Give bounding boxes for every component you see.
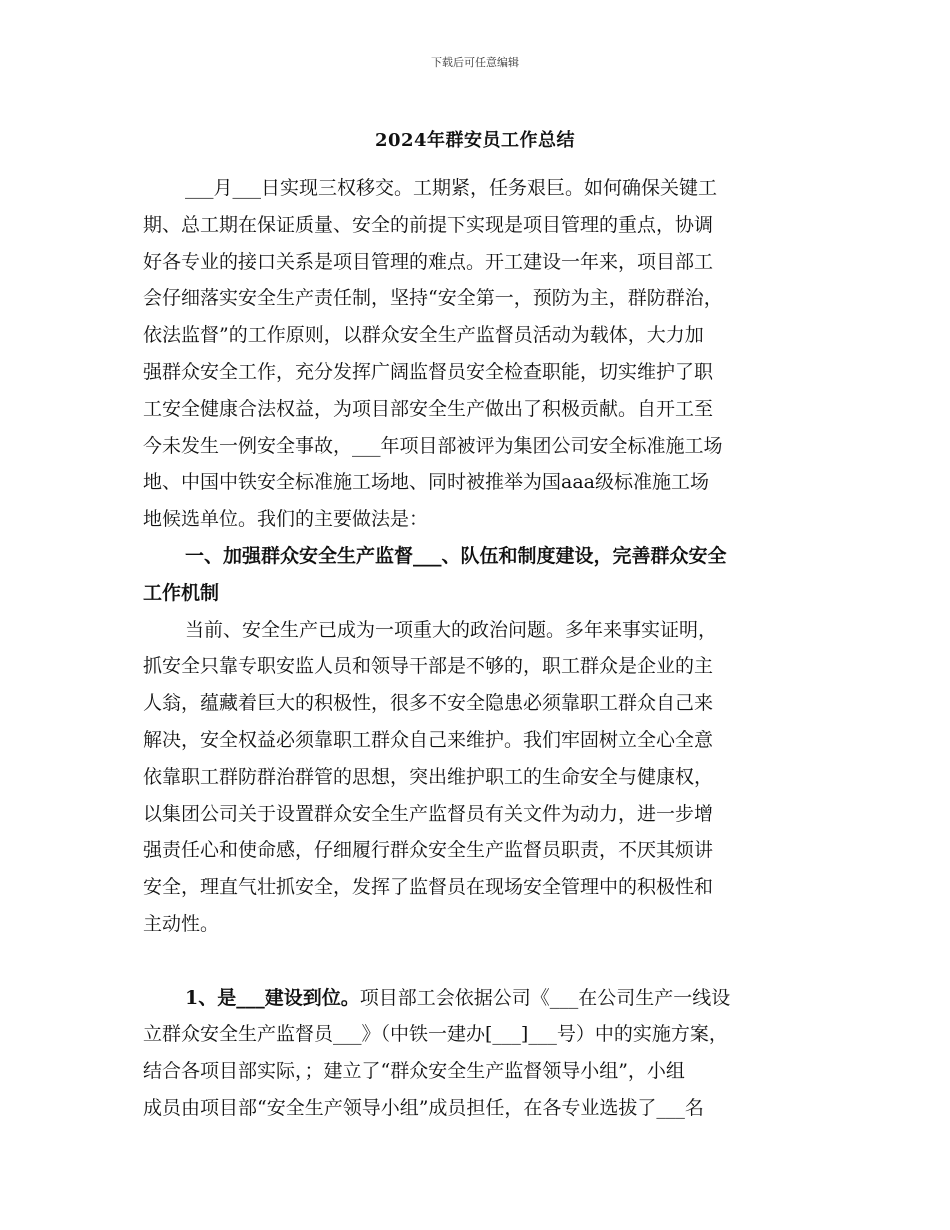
body-line: 好各专业的接口关系是项目管理的难点。开工建设一年来，项目部工 <box>143 250 714 273</box>
body-line: 工安全健康合法权益，为项目部安全生产做出了积极贡献。自开工至 <box>143 397 714 420</box>
body-line <box>143 943 813 980</box>
body-line: 人翁，蕴藏着巨大的积极性，很多不安全隐患必须靠职工群众自己来 <box>143 692 714 715</box>
body-line: 当前、安全生产已成为一项重大的政治问题。多年来事实证明， <box>185 618 718 641</box>
bold-lead: 1、是___建设到位。 <box>185 986 360 1009</box>
body-line: 会仔细落实安全生产责任制，坚持“安全第一，预防为主，群防群治， <box>143 287 723 310</box>
body-line: ___月___日实现三权移交。工期紧，任务艰巨。如何确保关键工 <box>185 177 718 199</box>
body-line <box>143 980 813 1017</box>
body-line: 解决，安全权益必须靠职工群众自己来维护。我们牢固树立全心全意 <box>143 728 714 751</box>
body-line: 期、总工期在保证质量、安全的前提下实现是项目管理的重点，协调 <box>143 213 714 236</box>
body-line: 结合各项目部实际，；建立了“群众安全生产监督领导小组”，小组 <box>143 1060 685 1083</box>
body-line: 成员由项目部“安全生产领导小组”成员担任，在各专业选拔了___名 <box>143 1096 704 1119</box>
page-header-note: 下载后可任意编辑 <box>431 56 519 69</box>
body-line: 依法监督”的工作原则，以群众安全生产监督员活动为载体，大力加 <box>143 324 704 347</box>
body-line: 地、中国中铁安全标准施工场地、同时被推举为国aaa级标准施工场 <box>143 471 709 494</box>
body-line: 强群众安全工作，充分发挥广阔监督员安全检查职能，切实维护了职 <box>143 360 714 383</box>
document-title: 2024年群安员工作总结 <box>374 130 576 151</box>
body-line: 一、加强群众安全生产监督___、队伍和制度建设，完善群众安全 <box>185 544 727 567</box>
document-body <box>143 170 813 1127</box>
body-line: 地候选单位。我们的主要做法是： <box>143 508 429 531</box>
body-line: 依靠职工群防群治群管的思想，突出维护职工的生命安全与健康权， <box>143 765 714 788</box>
body-line: 安全，理直气壮抓安全，发挥了监督员在现场安全管理中的积极性和 <box>143 876 714 899</box>
line-rest: 项目部工会依据公司《___在公司生产一线设 <box>359 986 731 1009</box>
body-line: 今未发生一例安全事故，___年项目部被评为集团公司安全标准施工场 <box>143 434 723 457</box>
body-line: 抓安全只靠专职安监人员和领导干部是不够的，职工群众是企业的主 <box>143 655 714 678</box>
body-line: 工作机制 <box>143 581 220 604</box>
body-line: 主动性。 <box>143 912 220 935</box>
body-line: 以集团公司关于设置群众安全生产监督员有关文件为动力，进一步增 <box>143 802 714 825</box>
body-line: 强责任心和使命感，仔细履行群众安全生产监督员职责，不厌其烦讲 <box>143 839 714 862</box>
body-line: 立群众安全生产监督员___》（中铁一建办[___]___号）中的实施方案， <box>143 1023 728 1046</box>
